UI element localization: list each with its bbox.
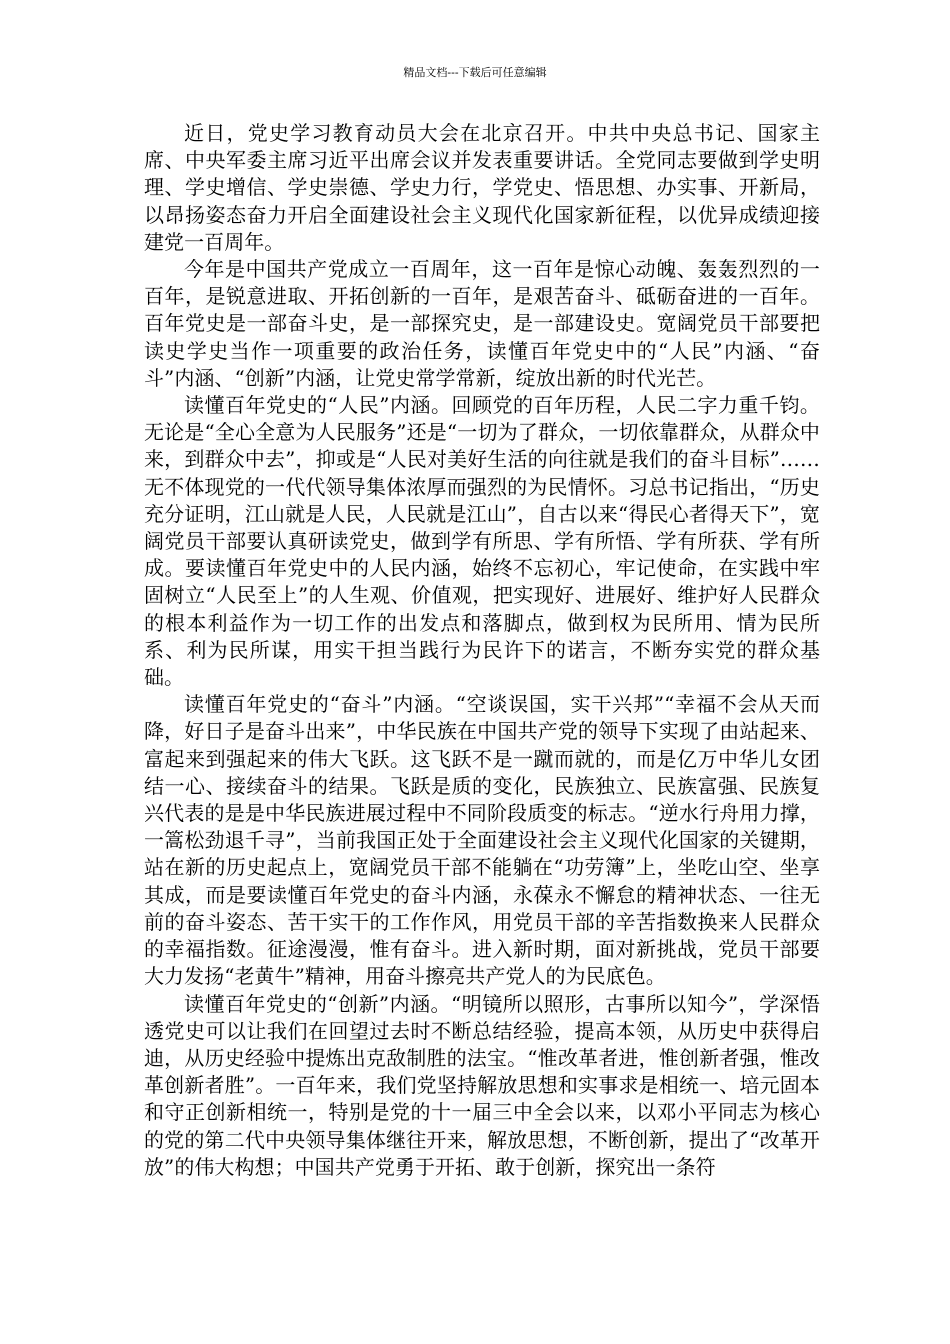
- paragraph-5: 读懂百年党史的“创新”内涵。“明镜所以照形，古事所以知今”，学深悟透党史可以让我们在回望过去时不断总结经验，提高本领，从历史中获得启迪，从历史经验中提炼出克敌制胜的法宝。“惟改革者进，惟创新者强，惟改革创新者胜”。一百年来，我们党坚持解放思想和实事求是相统一、培元固本和守正创新相统一，特别是党的十一届三中全会以来，以邓小平同志为核心的党的第二代中央领导集体继往开来，解放思想，不断创新，提出了“改革开放”的伟大构想；中国共产党勇于开拓、敢于创新，探究出一条符: [144, 991, 820, 1179]
- document-body: [144, 120, 820, 1181]
- page-header: 精品文档---下载后可任意编辑: [403, 66, 547, 79]
- paragraph-1: 近日，党史学习教育动员大会在北京召开。中共中央总书记、国家主席、中央军委主席习近平出席会议并发表重要讲话。全党同志要做到学史明理、学史增信、学史崇德、学史力行，学党史、悟思想、办实事、开新局，以昂扬姿态奋力开启全面建设社会主义现代化国家新征程，以优异成绩迎接建党一百周年。: [144, 121, 820, 254]
- paragraph-2: 今年是中国共产党成立一百周年，这一百年是惊心动魄、轰轰烈烈的一百年，是锐意进取、开拓创新的一百年，是艰苦奋斗、砥砺奋进的一百年。百年党史是一部奋斗史，是一部探究史，是一部建设史。宽阔党员干部要把读史学史当作一项重要的政治任务，读懂百年党史中的“人民”内涵、“奋斗”内涵、“创新”内涵，让党史常学常新，绽放出新的时代光芒。: [144, 257, 820, 390]
- paragraph-3: 读懂百年党史的“人民”内涵。回顾党的百年历程，人民二字力重千钧。无论是“全心全意为人民服务”还是“一切为了群众，一切依靠群众，从群众中来，到群众中去”，抑或是“人民对美好生活的向往就是我们的奋斗目标”……无不体现党的一代代领导集体浓厚而强烈的为民情怀。习总书记指出，“历史充分证明，江山就是人民，人民就是江山”，自古以来“得民心者得天下”，宽阔党员干部要认真研读党史，做到学有所思、学有所悟、学有所获、学有所成。要读懂百年党史中的人民内涵，始终不忘初心，牢记使命，在实践中牢固树立“人民至上”的人生观、价值观，把实现好、进展好、维护好人民群众的根本利益作为一切工作的出发点和落脚点，做到权为民所用、情为民所系、利为民所谋，用实干担当践行为民许下的诺言，不断夯实党的群众基础。: [144, 393, 820, 690]
- paragraph-4: 读懂百年党史的“奋斗”内涵。“空谈误国，实干兴邦”“幸福不会从天而降，好日子是奋斗出来”，中华民族在中国共产党的领导下实现了由站起来、富起来到强起来的伟大飞跃。这飞跃不是一蹴而就的，而是亿万中华儿女团结一心、接续奋斗的结果。飞跃是质的变化，民族独立、民族富强、民族复兴代表的是是中华民族进展过程中不同阶段质变的标志。“逆水行舟用力撑，一篙松劲退千寻”，当前我国正处于全面建设社会主义现代化国家的关键期，站在新的历史起点上，宽阔党员干部不能躺在“功劳簿”上，坐吃山空、坐享其成，而是要读懂百年党史的奋斗内涵，永葆永不懈怠的精神状态、一往无前的奋斗姿态、苦干实干的工作作风，用党员干部的辛苦指数换来人民群众的幸福指数。征途漫漫，惟有奋斗。进入新时期，面对新挑战，党员干部要大力发扬“老黄牛”精神，用奋斗擦亮共产党人的为民底色。: [144, 692, 820, 989]
